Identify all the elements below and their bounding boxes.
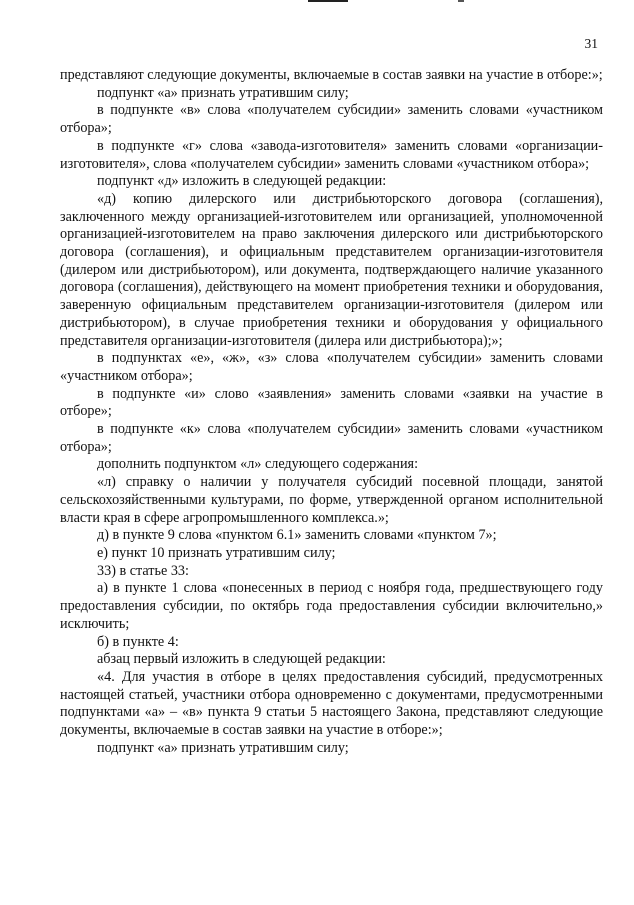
scan-artifact-mark [458, 0, 464, 2]
paragraph: а) в пункте 1 слова «понесенных в период с ноября года, предшествующего году предоставления субсидии, по октябрь года предоставления субсидии включительно,» исключить; [60, 580, 603, 632]
paragraph: подпункт «д» изложить в следующей редакции: [97, 173, 387, 190]
paragraph: «4. Для участия в отборе в целях предоставления субсидий, предусмотренных настоящей статьей, участники отбора одновременно с документами, предусмотренными подпунктами «а» – «в» пункта 9 статьи 5 настоящего Закона, представляют следующие документы, включаемые в состав заявки на участие в отборе:»; [60, 668, 603, 739]
paragraph: в подпункте «в» слова «получателем субсидии» заменить словами «участником отбора»; [60, 102, 603, 137]
paragraph: в подпунктах «е», «ж», «з» слова «получателем субсидии» заменить словами «участником отбора»; [60, 350, 603, 384]
paragraph: 33) в статье 33: [97, 562, 189, 579]
paragraph: е) пункт 10 признать утратившим силу; [97, 544, 336, 561]
paragraph: б) в пункте 4: [97, 633, 179, 650]
paragraph: подпункт «а» признать утратившим силу; [97, 739, 349, 756]
paragraph: представляют следующие документы, включаемые в состав заявки на участие в отборе:»; [60, 67, 603, 83]
paragraph: в подпункте «к» слова «получателем субсидии» заменить словами «участником отбора»; [60, 421, 603, 455]
paragraph: дополнить подпунктом «л» следующего содержания: [97, 456, 419, 473]
paragraph: д) в пункте 9 слова «пунктом 6.1» заменить словами «пунктом 7»; [97, 527, 497, 544]
scan-artifact-mark [308, 0, 348, 2]
paragraph: подпункт «а» признать утратившим силу; [97, 84, 349, 101]
paragraph: «л) справку о наличии у получателя субсидий посевной площади, занятой сельскохозяйственными культурами, по форме, утвержденной органом исполнительной власти края в сфере агропромышленного комплекса.»; [60, 474, 603, 526]
paragraph: в подпункте «г» слова «завода-изготовителя» заменить словами «организации-изготовителя», слова «получателем субсидии» заменить словами «участником отбора»; [60, 137, 603, 172]
paragraph: «д) копию дилерского или дистрибьюторского договора (соглашения), заключенного между организацией-изготовителем или организацией, уполномоченной организацией-изготовителем на право заключения дилерского или дистрибьюторского договора (соглашения), и официальным представителем организации-изготовителя (дилером или дистрибьютором), или документа, подтверждающего наличие указанного договора (соглашения), действующего на момент приобретения техники и оборудования, заверенную официальным представителем организации-изготовителя (дилером или дистрибьютором), в случае приобретения техники и оборудования у официального представителя организации-изготовителя (дилера или дистрибьютора);»; [60, 190, 603, 349]
paragraph: абзац первый изложить в следующей редакции: [97, 651, 386, 668]
page-number: 31 [584, 36, 598, 51]
document-text-body [60, 67, 603, 757]
paragraph: в подпункте «и» слово «заявления» заменить словами «заявки на участие в отборе»; [60, 385, 603, 420]
